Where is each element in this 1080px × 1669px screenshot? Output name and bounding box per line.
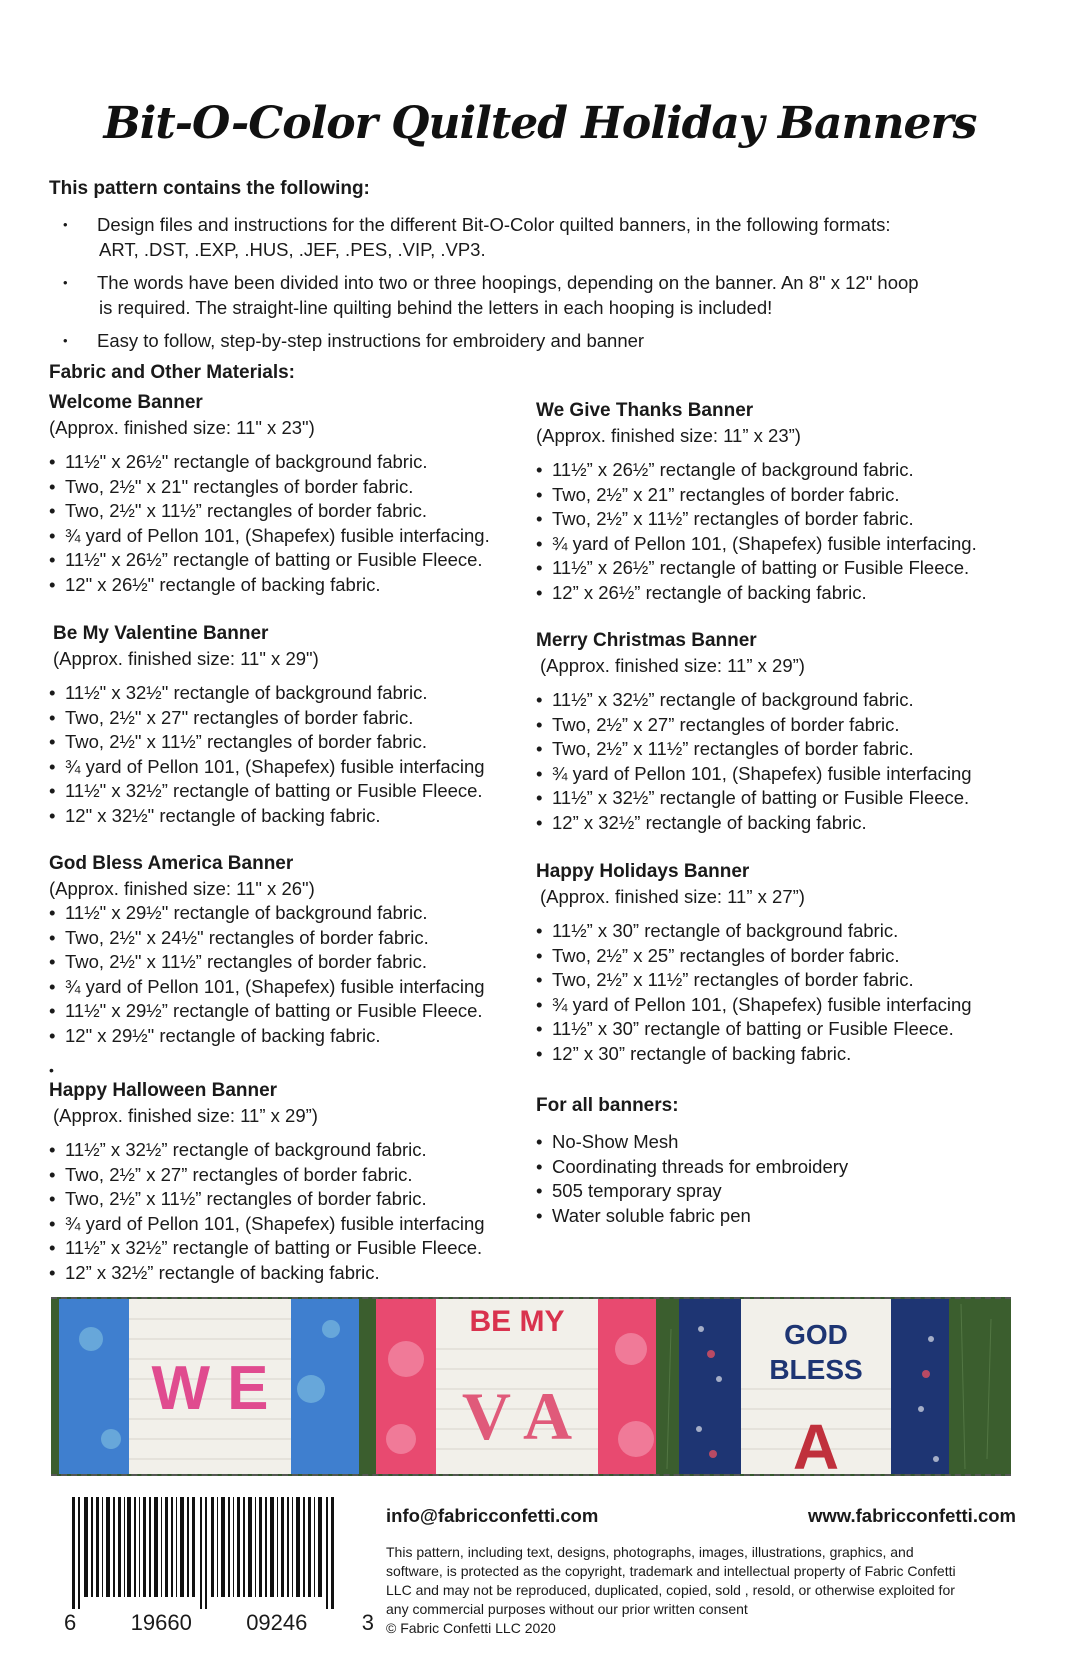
materials-heading: Fabric and Other Materials: [49, 362, 296, 383]
material-item: • 11½” x 32½” rectangle of batting or Fusible Fleece. [49, 1236, 485, 1261]
material-item: • 505 temporary spray [536, 1179, 848, 1204]
material-item: • Two, 2½" x 21" rectangles of border fabric. [49, 475, 490, 500]
banner-size: (Approx. finished size: 11” x 29”) [53, 1105, 318, 1126]
banner-title: For all banners: [536, 1095, 679, 1116]
material-item: • Two, 2½" x 11½” rectangles of border fabric. [49, 730, 485, 755]
banner-section [49, 1078, 485, 1285]
banner-section [536, 859, 972, 1066]
barcode-digits [64, 1610, 374, 1636]
material-item: • ¾ yard of Pellon 101, (Shapefex) fusible interfacing [536, 762, 972, 787]
banner-section [536, 1093, 848, 1228]
intro-bullet [49, 270, 1039, 320]
page-title: Bit-O-Color Quilted Holiday Banners [103, 98, 977, 149]
material-item: • Coordinating threads for embroidery [536, 1155, 848, 1180]
material-item: • Two, 2½” x 27” rectangles of border fabric. [536, 713, 972, 738]
intro-bullet [49, 328, 1039, 353]
legal-line: LLC and may not be reproduced, duplicated, copied, sold , resold, or otherwise exploited for [386, 1582, 955, 1598]
stray-bullet: • [49, 1062, 54, 1078]
legal-line: software, is protected as the copyright, trademark and intellectual property of Fabric Confetti [386, 1563, 956, 1579]
banner-size: (Approx. finished size: 11” x 23”) [536, 425, 801, 446]
material-item: • 11½" x 29½" rectangle of background fabric. [49, 901, 485, 926]
intro-bullet-text: The words have been divided into two or three hoopings, depending on the banner. An 8" x 12" hoop [97, 272, 919, 293]
material-item: • Two, 2½" x 11½” rectangles of border fabric. [49, 499, 490, 524]
banner-section [536, 398, 977, 605]
intro-bullet-text: Easy to follow, step-by-step instructions for embroidery and banner [97, 330, 645, 351]
material-item: • 11½” x 26½” rectangle of background fabric. [536, 458, 977, 483]
material-item: • 11½” x 30” rectangle of background fabric. [536, 919, 972, 944]
banner-size: (Approx. finished size: 11" x 26") [49, 878, 315, 899]
intro-bullet [49, 212, 1039, 262]
banner2-line1: BE MY [469, 1305, 565, 1338]
banner-photo [51, 1297, 1011, 1476]
material-item: • 11½” x 30” rectangle of batting or Fusible Fleece. [536, 1017, 972, 1042]
material-item: • Two, 2½" x 24½" rectangles of border fabric. [49, 926, 485, 951]
legal-line: © Fabric Confetti LLC 2020 [386, 1620, 556, 1636]
material-item: • Two, 2½" x 27" rectangles of border fabric. [49, 706, 485, 731]
material-item: • 12" x 29½" rectangle of backing fabric. [49, 1024, 485, 1049]
material-item: • 12” x 32½” rectangle of backing fabric. [49, 1261, 485, 1286]
contact-row [386, 1505, 1016, 1527]
material-item: • ¾ yard of Pellon 101, (Shapefex) fusible interfacing. [49, 524, 490, 549]
barcode-digit-group: 09246 [246, 1610, 308, 1635]
material-item: • Two, 2½” x 21” rectangles of border fabric. [536, 483, 977, 508]
banner-section [49, 390, 490, 597]
intro-bullet-text: ART, .DST, .EXP, .HUS, .JEF, .PES, .VIP, .VP3. [99, 239, 486, 260]
material-item: • Two, 2½” x 11½” rectangles of border fabric. [49, 1187, 485, 1212]
banner3-line1: GOD [784, 1319, 848, 1350]
banner-section [49, 851, 485, 1048]
banner-size: (Approx. finished size: 11" x 23") [49, 417, 315, 438]
material-item: • 11½” x 26½” rectangle of batting or Fusible Fleece. [536, 556, 977, 581]
material-item: • Two, 2½” x 11½” rectangles of border fabric. [536, 968, 972, 993]
banner-title: We Give Thanks Banner [536, 400, 754, 421]
banner-title: Merry Christmas Banner [536, 630, 757, 651]
legal-line: This pattern, including text, designs, photographs, images, illustrations, graphics, and [386, 1544, 914, 1560]
banner3-line2: BLESS [769, 1354, 863, 1385]
material-item: • 11½" x 32½” rectangle of batting or Fusible Fleece. [49, 779, 485, 804]
material-item: • No-Show Mesh [536, 1130, 848, 1155]
material-item: • Two, 2½” x 25” rectangles of border fabric. [536, 944, 972, 969]
banner1-letters: W E [151, 1354, 269, 1423]
copyright-notice [386, 1543, 1016, 1638]
material-item: • 11½" x 26½” rectangle of batting or Fusible Fleece. [49, 548, 490, 573]
material-item: • 12” x 26½” rectangle of backing fabric. [536, 581, 977, 606]
material-item: • ¾ yard of Pellon 101, (Shapefex) fusible interfacing [49, 975, 485, 1000]
banner2-letters: V A [461, 1378, 573, 1454]
material-item: • 11½” x 32½” rectangle of batting or Fusible Fleece. [536, 786, 972, 811]
barcode-digit-group: 3 [361, 1610, 374, 1635]
barcode-icon [64, 1497, 364, 1609]
material-item: • 11½" x 26½" rectangle of background fabric. [49, 450, 490, 475]
legal-line: any commercial purposes without our prior written consent [386, 1601, 748, 1617]
material-item: • ¾ yard of Pellon 101, (Shapefex) fusible interfacing [49, 755, 485, 780]
banner-section [536, 628, 972, 835]
material-item: • ¾ yard of Pellon 101, (Shapefex) fusible interfacing [49, 1212, 485, 1237]
banner-title: Welcome Banner [49, 392, 203, 413]
banner-title: Happy Holidays Banner [536, 861, 750, 882]
banner-photo-art [51, 1299, 1011, 1474]
material-item: • Two, 2½” x 11½” rectangles of border fabric. [536, 507, 977, 532]
material-item: • 11½” x 32½” rectangle of background fabric. [536, 688, 972, 713]
banner-section [53, 621, 485, 828]
banner-size: (Approx. finished size: 11" x 29") [53, 648, 319, 669]
banner-size: (Approx. finished size: 11” x 29”) [540, 655, 805, 676]
intro-bullet-text: Design files and instructions for the different Bit-O-Color quilted banners, in the following formats: [97, 214, 891, 235]
material-item: • Two, 2½" x 11½” rectangles of border fabric. [49, 950, 485, 975]
material-item: • Water soluble fabric pen [536, 1204, 848, 1229]
material-item: • 12” x 32½” rectangle of backing fabric. [536, 811, 972, 836]
banner-title: God Bless America Banner [49, 853, 294, 874]
material-item: • 12" x 26½" rectangle of backing fabric. [49, 573, 490, 598]
banner-title: Be My Valentine Banner [53, 623, 269, 644]
material-item: • 11½" x 32½" rectangle of background fabric. [49, 681, 485, 706]
intro-heading: This pattern contains the following: [49, 178, 370, 199]
barcode-digit-group: 19660 [130, 1610, 192, 1635]
website-link[interactable]: www.fabricconfetti.com [808, 1505, 1016, 1526]
material-item: • 12” x 30” rectangle of backing fabric. [536, 1042, 972, 1067]
material-item: • Two, 2½” x 27” rectangles of border fabric. [49, 1163, 485, 1188]
intro-bullet-text: is required. The straight-line quilting behind the letters in each hooping is included! [99, 297, 773, 318]
barcode-digit-group: 6 [64, 1610, 77, 1635]
banner3-letter: A [792, 1411, 840, 1474]
material-item: • Two, 2½” x 11½” rectangles of border fabric. [536, 737, 972, 762]
banner-title: Happy Halloween Banner [49, 1080, 278, 1101]
intro-bullets [49, 212, 1039, 361]
banner-size: (Approx. finished size: 11” x 27”) [540, 886, 805, 907]
material-item: • 11½" x 29½” rectangle of batting or Fusible Fleece. [49, 999, 485, 1024]
email-link[interactable]: info@fabricconfetti.com [386, 1505, 599, 1526]
material-item: • 12" x 32½" rectangle of backing fabric. [49, 804, 485, 829]
material-item: • ¾ yard of Pellon 101, (Shapefex) fusible interfacing [536, 993, 972, 1018]
material-item: • 11½” x 32½” rectangle of background fabric. [49, 1138, 485, 1163]
material-item: • ¾ yard of Pellon 101, (Shapefex) fusible interfacing. [536, 532, 977, 557]
